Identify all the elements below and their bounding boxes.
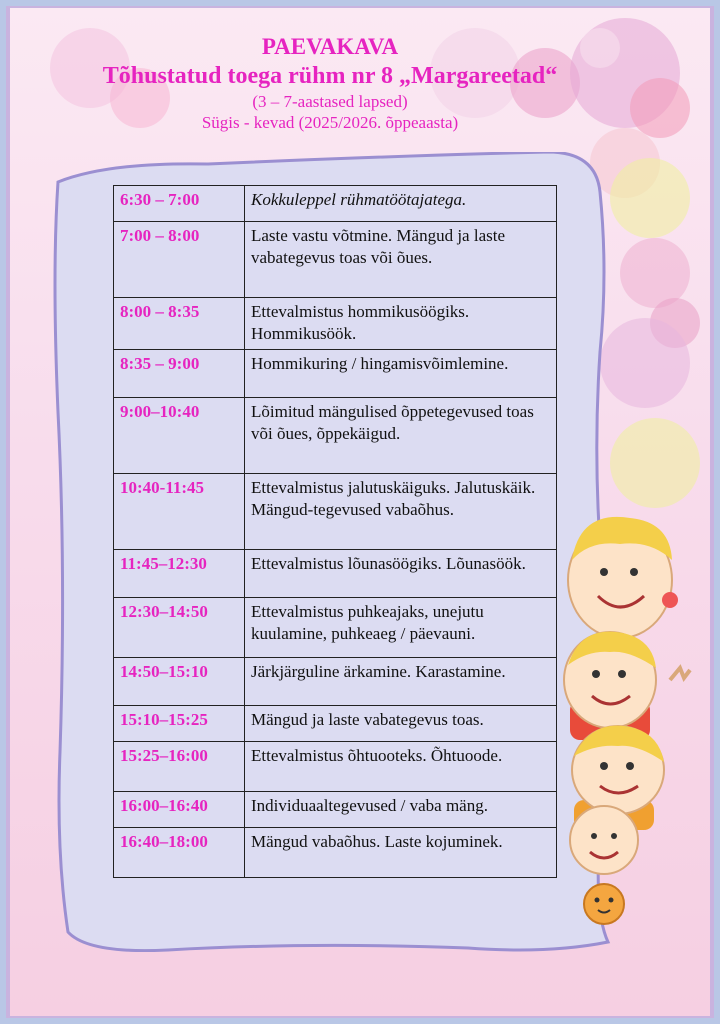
schedule-activity: Lõimitud mängulised õppetegevused toas või õues, õppekäigud. bbox=[245, 398, 557, 474]
schedule-activity: Kokkuleppel rühmatöötajatega. bbox=[245, 186, 557, 222]
decor-bubble bbox=[610, 158, 690, 238]
schedule-activity: Hommikuring / hingamisvõimlemine. bbox=[245, 350, 557, 398]
schedule-time: 14:50–15:10 bbox=[114, 658, 245, 706]
child-face-icon bbox=[570, 806, 638, 874]
schedule-row bbox=[114, 658, 557, 706]
schedule-time: 12:30–14:50 bbox=[114, 598, 245, 658]
schedule-activity: Ettevalmistus õhtuooteks. Õhtuoode. bbox=[245, 742, 557, 792]
age-range: (3 – 7-aastased lapsed) bbox=[252, 92, 408, 111]
schedule-activity: Mängud ja laste vabategevus toas. bbox=[245, 706, 557, 742]
schedule-row bbox=[114, 828, 557, 878]
child-face-icon bbox=[568, 517, 678, 638]
schedule-row bbox=[114, 742, 557, 792]
schedule-time: 15:10–15:25 bbox=[114, 706, 245, 742]
schedule-row bbox=[114, 298, 557, 350]
group-name: Tõhustatud toega rühm nr 8 „Margareetad“ bbox=[102, 63, 558, 89]
schedule-row bbox=[114, 350, 557, 398]
schedule-time: 8:35 – 9:00 bbox=[114, 350, 245, 398]
school-period: Sügis - kevad (2025/2026. õppeaasta) bbox=[201, 113, 459, 132]
schedule-activity: Ettevalmistus puhkeajaks, unejutu kuulamine, puhkeaeg / päevauni. bbox=[245, 598, 557, 658]
schedule-row bbox=[114, 550, 557, 598]
schedule-row bbox=[114, 474, 557, 550]
decor-bubble bbox=[610, 418, 700, 508]
schedule-activity: Ettevalmistus hommikusöögiks. Hommikusöök. bbox=[245, 298, 557, 350]
schedule-time: 10:40-11:45 bbox=[114, 474, 245, 550]
schedule-time: 16:00–16:40 bbox=[114, 792, 245, 828]
schedule-activity: Laste vastu võtmine. Mängud ja laste vabategevus toas või õues. bbox=[245, 222, 557, 298]
schedule-activity: Ettevalmistus lõunasöögiks. Lõunasöök. bbox=[245, 550, 557, 598]
schedule-time: 6:30 – 7:00 bbox=[114, 186, 245, 222]
schedule-row bbox=[114, 706, 557, 742]
schedule-row bbox=[114, 222, 557, 298]
schedule-row bbox=[114, 398, 557, 474]
schedule-time: 16:40–18:00 bbox=[114, 828, 245, 878]
schedule-time: 8:00 – 8:35 bbox=[114, 298, 245, 350]
schedule-time: 7:00 – 8:00 bbox=[114, 222, 245, 298]
schedule-activity: Mängud vabaõhus. Laste kojuminek. bbox=[245, 828, 557, 878]
header bbox=[0, 32, 660, 133]
schedule-row bbox=[114, 598, 557, 658]
child-face-icon bbox=[564, 632, 690, 740]
schedule-activity: Järkjärguline ärkamine. Karastamine. bbox=[245, 658, 557, 706]
children-illustration bbox=[560, 500, 720, 930]
schedule-row bbox=[114, 792, 557, 828]
schedule-activity: Individuaaltegevused / vaba mäng. bbox=[245, 792, 557, 828]
cat-face-icon bbox=[584, 884, 624, 924]
page-title: PAEVAKAVA bbox=[261, 34, 399, 59]
schedule-table bbox=[113, 185, 557, 878]
schedule-row bbox=[114, 186, 557, 222]
schedule-activity: Ettevalmistus jalutuskäiguks. Jalutuskäik. Mängud-tegevused vabaõhus. bbox=[245, 474, 557, 550]
schedule-time: 11:45–12:30 bbox=[114, 550, 245, 598]
schedule-time: 9:00–10:40 bbox=[114, 398, 245, 474]
schedule-time: 15:25–16:00 bbox=[114, 742, 245, 792]
